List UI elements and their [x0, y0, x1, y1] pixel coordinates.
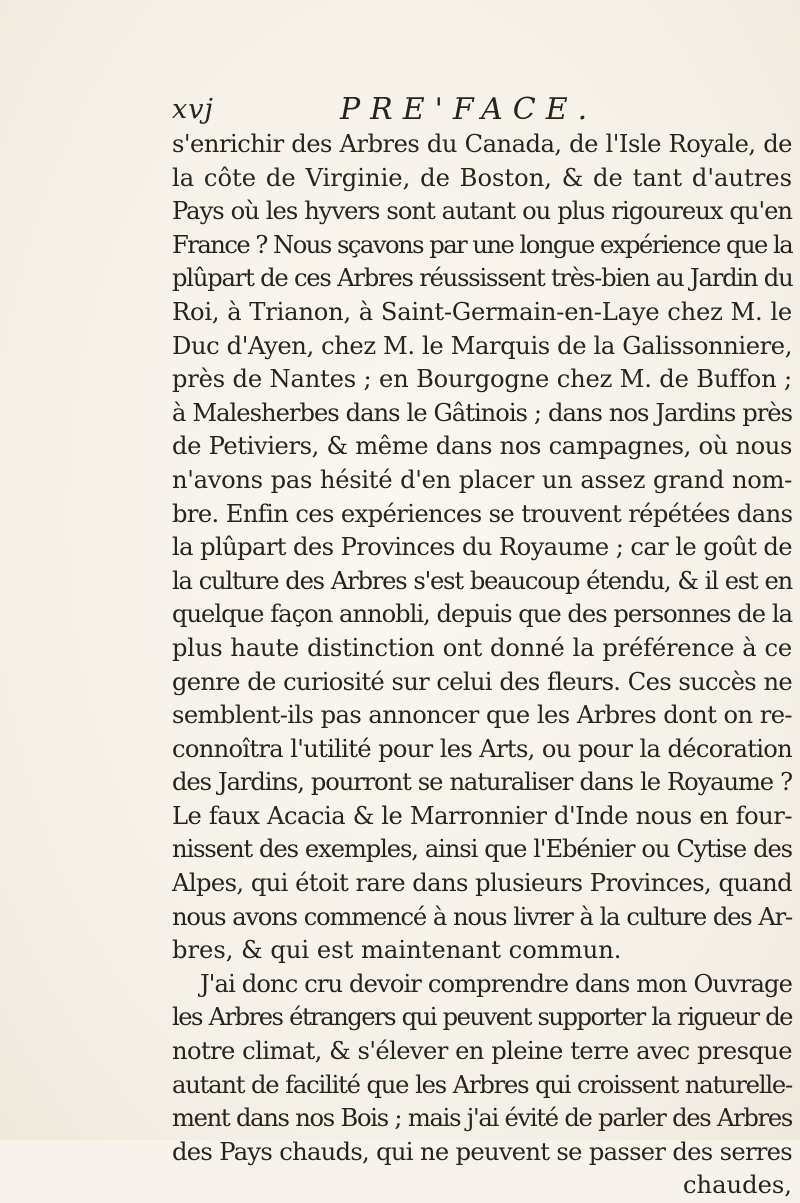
text-line: notre climat, & s'élever en pleine terre avec presque: [172, 1037, 792, 1066]
running-title: PRE'FACE.: [340, 92, 598, 127]
text-line: la plûpart des Provinces du Royaume ; car le goût de: [172, 533, 792, 562]
page-number: xvj: [172, 94, 214, 125]
text-line: nous avons commencé à nous livrer à la culture des Ar-: [172, 902, 792, 931]
paragraph-end-line: bres, & qui est maintenant commun.: [172, 936, 622, 965]
text-line: près de Nantes ; en Bourgogne chez M. de Buffon ;: [172, 365, 792, 394]
catchword: chaudes,: [682, 1171, 792, 1200]
text-line: France ? Nous sçavons par une longue expérience que la: [172, 230, 793, 259]
text-line: autant de facilité que les Arbres qui croissent naturelle-: [172, 1070, 792, 1099]
text-line: la côte de Virginie, de Boston, & de tant d'autres: [172, 163, 792, 192]
text-line: les Arbres étrangers qui peuvent supporter la rigueur de: [172, 1003, 792, 1032]
text-line: connoîtra l'utilité pour les Arts, ou pour la décoration: [172, 734, 792, 763]
text-line: nissent des exemples, ainsi que l'Ebénier ou Cytise des: [172, 835, 792, 864]
text-line: plûpart de ces Arbres réussissent très-bien au Jardin du: [172, 264, 793, 293]
text-line: quelque façon annobli, depuis que des personnes de la: [172, 600, 792, 629]
text-line: de Petiviers, & même dans nos campagnes, où nous: [172, 432, 792, 461]
page-header: [172, 90, 800, 130]
text-line: bre. Enfin ces expériences se trouvent répétées dans: [172, 499, 793, 528]
text-line: Duc d'Ayen, chez M. le Marquis de la Galissonniere,: [172, 331, 792, 360]
body-text: [172, 128, 792, 1203]
paragraph-start-line: J'ai donc cru devoir comprendre dans mon Ouvrage: [200, 969, 792, 998]
text-line: la culture des Arbres s'est beaucoup étendu, & il est en: [172, 566, 792, 595]
text-line: plus haute distinction ont donné la préférence à ce: [172, 633, 792, 662]
text-line: semblent-ils pas annoncer que les Arbres dont on re-: [172, 701, 792, 730]
text-line: n'avons pas hésité d'en placer un assez grand nom-: [172, 465, 792, 494]
text-line: des Jardins, pourront se naturaliser dans le Royaume ?: [172, 768, 792, 797]
text-line: des Pays chauds, qui ne peuvent se passer des serres: [172, 1137, 792, 1166]
text-line: ment dans nos Bois ; mais j'ai évité de parler des Arbres: [172, 1104, 792, 1133]
text-line: Pays où les hyvers sont autant ou plus rigoureux qu'en: [172, 197, 792, 226]
text-line: à Malesherbes dans le Gâtinois ; dans nos Jardins près: [172, 398, 792, 427]
text-line: Le faux Acacia & le Marronnier d'Inde nous en four-: [172, 801, 792, 830]
text-line: genre de curiosité sur celui des fleurs. Ces succès ne: [172, 667, 792, 696]
text-line: s'enrichir des Arbres du Canada, de l'Isle Royale, de: [172, 130, 792, 158]
text-line: Alpes, qui étoit rare dans plusieurs Provinces, quand: [172, 869, 792, 898]
text-line: Roi, à Trianon, à Saint-Germain-en-Laye chez M. le: [172, 297, 792, 326]
